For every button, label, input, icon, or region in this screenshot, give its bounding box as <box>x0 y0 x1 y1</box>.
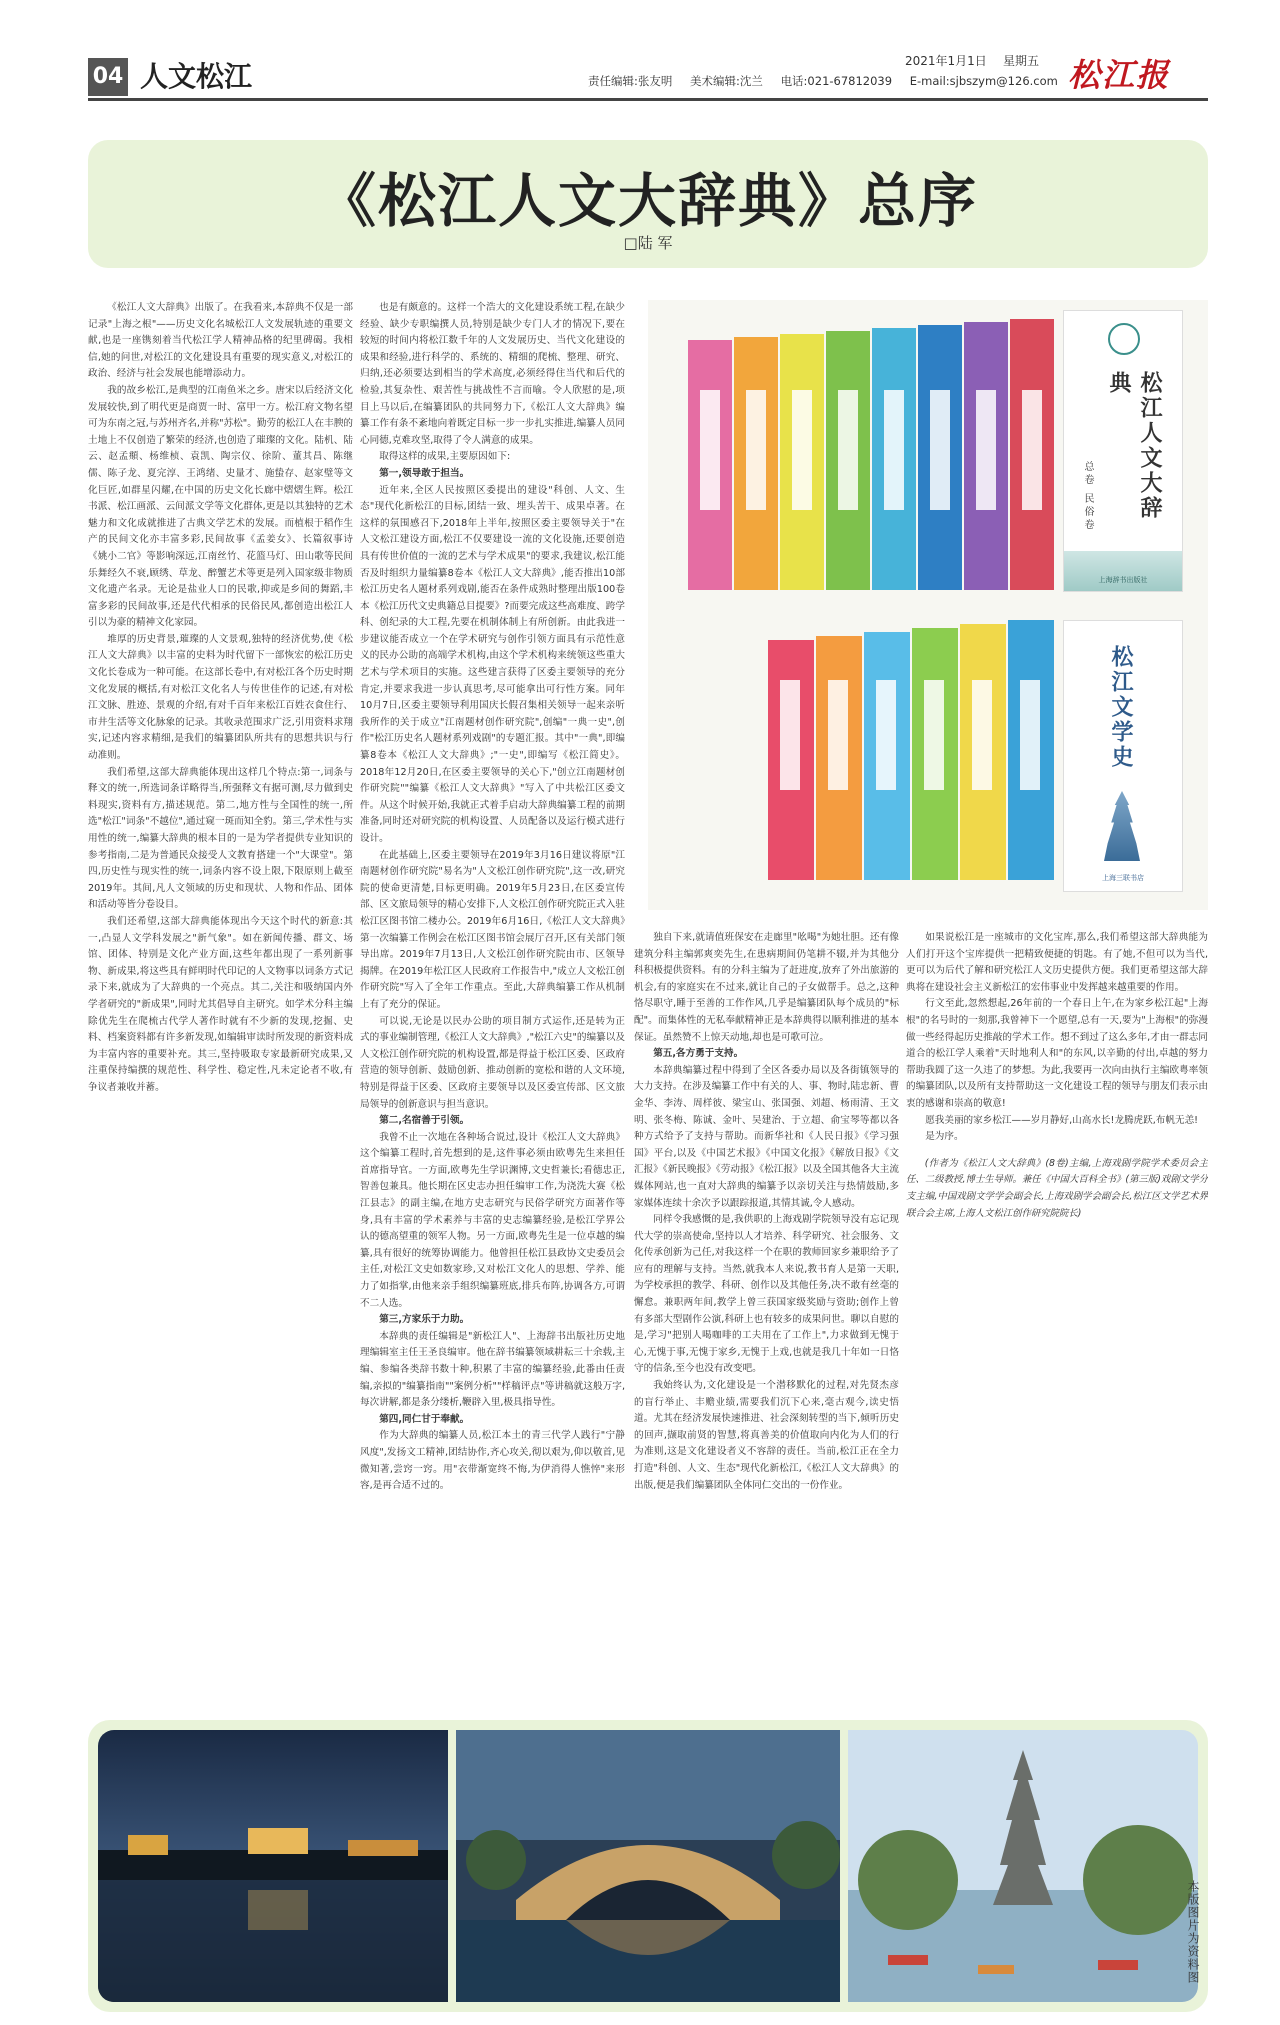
photo-stone-bridge <box>456 1730 840 2002</box>
spine-label <box>1020 680 1040 790</box>
literature-history-cover <box>1063 620 1183 892</box>
paragraph: 取得这样的成果,主要原因如下: <box>379 451 511 463</box>
page-number: 04 <box>88 58 128 96</box>
phone-credit: 电话:021-67812039 <box>780 74 893 88</box>
paragraph: 我的故乡松江,是典型的江南鱼米之乡。唐宋以后经济文化发展较快,到了明代更是商贾一时、富甲一方。松江府文物名望可为东南之冠,与苏州齐名,并称"苏松"。勤劳的松江人在丰腴的土地上不仅创造了繁荣的经济,也创造了璀璨的文化。陆机、陆云、赵孟頫、杨维桢、袁凯、陶宗仪、徐阶、董其昌、陈继儒、陈子龙、夏完淳、王鸿绪、史量才、施蛰存、赵家璧等文化巨匠,如群星闪耀,在中国的历史文化长廊中熠熠生辉。松江书派、松江画派、云间派文学等文化群体,更是以其独特的艺术魅力和文化成就推进了古典文学艺术的发展。而植根于稻作生产的民间文化亦丰富多彩,民间故事《孟姜女》、长篇叙事诗《姚小二官》等影响深远,江南丝竹、花篮马灯、田山歌等民间乐舞经久不衰,顾绣、草龙、醉蟹艺术等更是列入国家级非物质文化遗产名录。无论是盐业人口的民歌,抑或是乡间的舞蹈,丰富多彩的民间故事,还是代代相承的民俗民风,都创造出松江人引以为豪的精神文化家园。 <box>88 384 353 629</box>
photo-strip <box>88 1720 1208 2012</box>
editor-credits <box>588 73 1072 89</box>
title-band <box>88 140 1208 268</box>
spine-label <box>780 680 800 790</box>
issue-weekday: 星期五 <box>1003 54 1040 68</box>
article-column-4 <box>906 930 1208 1675</box>
paragraph: 可以说,无论是以民办公助的项目制方式运作,还是转为正式的事业编制管理,《松江人文大辞典》,"松江六史"的编纂以及人文松江创作研究院的机构设置,都是得益于松江区委、区政府营造的领导创新、鼓励创新、推动创新的宽松和谐的人文环境,特别是得益于区委、区政府主要领导以及区委宣传部、区文旅局领导的创新意识与担当意识。 <box>360 1015 625 1110</box>
paragraph: 愿我美丽的家乡松江——岁月静好,山高水长!龙腾虎跃,布帆无恙! <box>925 1114 1199 1126</box>
photo-credit: 本版图片为资料图 <box>1186 1880 1200 1984</box>
dictionary-cover-volume: 总卷 民俗卷 <box>1082 461 1093 533</box>
spine-label <box>828 680 848 790</box>
article-column-1 <box>88 300 353 1675</box>
publisher-seal-icon <box>1108 323 1140 355</box>
spine-label <box>924 680 944 790</box>
paragraph: 近年来,全区人民按照区委提出的建设"科创、人文、生态"现代化新松江的目标,团结一致、埋头苦干、成果卓著。在这样的氛围感召下,2018年上半年,按照区委主要领导关于"在人文松江建设方面,松江不仅要建设一流的文化设施,还要创造具有传世价值的一流的艺术与学术成果"的要求,我建议,松江能否及时组织力量编纂8卷本《松江人文大辞典》,能否推出10部松江历史名人题材系列戏剧,能否在条件成熟时整理出版100卷本《松江历代文史典籍总目提要》?而要完成这些高难度、跨学科、创纪录的大工程,先要在机制体制上有所创新。由此我进一步建议能否成立一个在学术研究与创作引领方面具有示范性意义的民办公助的高端学术机构,由这个学术机构来统领这些重大艺术与学术项目的实施。这些建言获得了区委主要领导的充分肯定,并要求我进一步认真思考,尽可能拿出可行性方案。同年10月7日,区委主要领导利用国庆长假召集相关领导一起来亲听我所作的关于成立"江南题材创作研究院",创编"一典一史",创作"松江历史名人题材系列戏剧"的专题汇报。其中"一典",即编纂8卷本《松江人文大辞典》;"一史",即编写《松江简史》。2018年12月20日,在区委主要领导的关心下,"创立江南题材创作研究院""编纂《松江人文大辞典》"写入了中共松江区委文件。从这个时候开始,我就正式着手启动大辞典编纂工程的前期准备,同时还对研究院的机构设置、人员配备以及运行模式进行设计。 <box>360 484 625 844</box>
literature-history-cover-title: 松江文学史 <box>1108 645 1134 770</box>
paragraph: 本辞典编纂过程中得到了全区各委办局以及各街镇领导的大力支持。在涉及编纂工作中有关的人、事、物时,陆忠新、曹金华、李涛、周样彼、梁宝山、张国强、刘超、杨雨清、王文明、张冬梅、陈诚、金叶、吴建治、于立超、俞宝琴等都以各种方式给予了支持与帮助。而新华社和《人民日报》《学习强国》平台,以及《中国艺术报》《中国文化报》《解放日报》《文汇报》《新民晚报》《劳动报》《松江报》以及全国其他各大主流媒体网站,也一直对大辞典的编纂予以亲切关注与热情鼓励,多家媒体连续十余次予以跟踪报道,其情其诚,令人感动。 <box>634 1064 899 1209</box>
spine-label <box>884 390 904 510</box>
stone-bridge-scene <box>456 1730 840 2002</box>
email-credit: E-mail:sjbszym@126.com <box>909 74 1058 88</box>
photo-riverside-night <box>98 1730 448 2002</box>
art-editor-credit: 美术编辑:沈兰 <box>690 74 763 88</box>
paragraph: 是为序。 <box>925 1131 964 1143</box>
article-column-2 <box>360 300 625 1675</box>
literature-history-publisher: 上海三联书店 <box>1102 874 1144 882</box>
spine-label <box>972 680 992 790</box>
paragraph: 我曾不止一次地在各种场合说过,设计《松江人文大辞典》这个编纂工程时,首先想到的是,这件事必须由欧粤先生来担任首席指导官。一方面,欧粤先生学识渊博,文史哲兼长;看德忠正,智善包兼具。他长期在区史志办担任编审工作,为浇洗大赛《松江县志》的副主编,在地方史志研究与民俗学研究方面著作等身,具有丰富的学术素养与丰富的史志编纂经验,是松江学界公认的德高望重的领军人物。另一方面,欧粤先生是一位卓越的编纂,具有很好的统筹协调能力。他曾担任松江县政协文史委员会主任,对松江文史如数家珍,又对松江文化人的思想、学养、能力了如指掌,由他来亲手组织编纂班底,排兵布阵,协调各方,可谓不二人选。 <box>360 1131 625 1309</box>
dictionary-cover-title: 松江人文大辞典 <box>1106 371 1163 521</box>
spine-label <box>976 390 996 510</box>
author-note: (作者为《松江人文大辞典》(8卷)主编,上海戏剧学院学术委员会主任、二级教授,博士生导师。兼任《中国大百科全书》(第三版)戏剧文学分支主编,中国戏剧文学学会副会长,上海戏剧学会副会长,松江区文学艺术界联合会主席,上海人文松江创作研究院院长) <box>906 1157 1208 1219</box>
subheading: 第四,同仁甘于奉献。 <box>379 1413 470 1425</box>
subheading: 第五,各方勇于支持。 <box>653 1048 744 1060</box>
paragraph: 《松江人文大辞典》出版了。在我看来,本辞典不仅是一部记录"上海之根"——历史文化名城松江人文发展轨迹的重要文献,也是一座镌刻着当代松江学人精神品格的纪里碑碣。我相信,她的问世,对松江的文化建设具有重要的现实意义,对松江的政治、经济与社会发展也能增添动力。 <box>88 302 353 380</box>
paragraph: 独自下来,就请值班保安在走廊里"吆喝"为她壮胆。还有像建筑分科主编郭爽奕先生,在患病期间仍笔耕不辍,并为其他分科积极提供资料。有的分科主编为了赶进度,放弃了外出旅游的机会,有的家庭实在不过来,就让自己的子女做帮手。总之,这种恪尽职守,睡于至善的工作作风,几乎是编纂团队每个成员的"标配"。而集体性的无私奉献精神正是本辞典得以顺利推进的基本保证。虽然赞不上惊天动地,却也是可歌可泣。 <box>634 932 899 1043</box>
photo-pagoda-lake <box>848 1730 1198 2002</box>
paragraph: 行文至此,忽然想起,26年前的一个春日上午,在为家乡松江起"上海根"的名号时的一刻那,我曾神下一个愿望,总有一天,要为"上海根"的弥漫做一些经得起历史推敲的学术工作。想不到过了这么多年,才由一群志同道合的松江学人乘着"天时地利人和"的东风,以辛勤的付出,卓越的努力帮助我圆了这一久违了的梦想。为此,我要再一次向由执行主编欧粤率领的编纂团队,以及所有支持帮助这一文化建设工程的领导与朋友们表示由衷的感谢和崇高的敬意! <box>906 998 1208 1109</box>
dictionary-cover <box>1063 310 1183 592</box>
riverside-night-scene <box>98 1730 448 2002</box>
paragraph: 我们还希望,这部大辞典能体现出今天这个时代的新意:其一,凸显人文学科发展之"新气象"。如在新闻传播、群文、场馆、团体、特别是文化产业方面,这些年都出现了一系列新事物、新成果,将这些具有鲜明时代印记的人文物事以词条方式记录下来,就成为了大辞典的一个亮点。其二,关注和吸纳国内外学者研究的"新成果",同时尤其倡导自主研究。如学术分科主编除优先生在爬梳古代学人著作时就有不少新的发现,挖掘、史料、档案资料都有许多新发现,如编辑审读时所发现的新资料成为丰富内容的重要补充。其三,坚持吸取专家最新研究成果,又注重保持编撰的规范性、科学性、稳定性,凡未定论者不收,有争议者兼收并蓄。 <box>88 915 353 1093</box>
paragraph: 也是有颇意的。这样一个浩大的文化建设系统工程,在缺少经验、缺少专职编撰人员,特别是缺少专门人才的情况下,要在较短的时间内将松江数千年的人文发展历史、当代文化建设的成果和经验,进行科学的、系统的、精细的爬梳、整理、研究、归纳,还必须要达到相当的学术高度,必须经得住当代和后代的检验,其复杂性、艰苦性与挑战性不言而喻。令人欣慰的是,项目上马以后,在编纂团队的共同努力下,《松江人文大辞典》编纂工作有条不紊地向着既定目标一步一步扎实推进,编纂人员同心同德,克难攻坚,取得了令人满意的成果。 <box>360 302 625 446</box>
spine-label <box>700 390 720 510</box>
spine-label <box>838 390 858 510</box>
dictionary-publisher: 上海辞书出版社 <box>1098 576 1148 584</box>
spine-label <box>930 390 950 510</box>
spine-label <box>746 390 766 510</box>
editor-credit: 责任编辑:张友明 <box>588 74 673 88</box>
cover-landscape <box>1064 551 1182 591</box>
pagoda-lake-scene <box>848 1730 1198 2002</box>
spine-label <box>1022 390 1042 510</box>
subheading: 第一,领导敢于担当。 <box>379 467 470 479</box>
subheading: 第三,方家乐于力助。 <box>379 1314 470 1326</box>
paragraph: 作为大辞典的编纂人员,松江本土的青三代学人践行"宁静风度",发扬文工精神,团结协作,齐心攻关,彻以艰为,仰以敬首,见微知著,尝窍一窍。用"衣带渐宽终不悔,为伊消得人憔悴"来形容,是再合适不过的。 <box>360 1430 625 1492</box>
spine-label <box>876 680 896 790</box>
paragraph: 堆厚的历史背景,璀璨的人文景观,独特的经济优势,使《松江人文大辞典》以丰富的史料为时代留下一部恢宏的松江历史文化长卷成为一种可能。在这部长卷中,有对松江各个历史时期文化发展的概括,有对松江文化名人与传世佳作的记述,有对松江文脉、胜迹、景观的介绍,有对千百年来松江百姓衣食住行、市井生活等文化脉象的记录。其收录范围求广泛,引用资料求翔实,记述内容求精细,是我们的编纂团队所共有的思想共识与行动准则。 <box>88 633 353 762</box>
masthead-logo: 松江报 <box>1068 56 1171 94</box>
subheading: 第二,名宿善于引领。 <box>379 1115 470 1127</box>
article-title: 《松江人文大辞典》总序 <box>317 167 978 235</box>
header-divider <box>88 98 1208 101</box>
paragraph: 我始终认为,文化建设是一个潜移默化的过程,对先贤杰彦的盲行举止、丰赡业绩,需要我们沉下心来,毫古观今,读史悟道。尤其在经济发展快速推进、社会深刻转型的当下,倾听历史的回声,撷取前贤的智慧,将真善美的价值取向内化为人们的行为准则,这是文化建设者义不容辞的责任。当前,松江正在全力打造"科创、人文、生态"现代化新松江,《松江人文大辞典》的出版,便是我们编纂团队全体同仁交出的一份作业。 <box>634 1380 899 1491</box>
section-name: 人文松江 <box>140 60 253 93</box>
paragraph: 我们希望,这部大辞典能体现出这样几个特点:第一,词条与释文的统一,所选词条详略得当,所强释文有据可测,尽力做到史料现实,资料有方,描述规范。第二,地方性与全国性的统一,所选"松江"词条"不越位",通过窥一斑而知全豹。第三,学术性与实用性的统一,编纂大辞典的根本目的一是为学者提供专业知识的参考指南,二是为普通民众接受人文教育搭建一个"大课堂"。第四,历史性与现实性的统一,词条内容不设上限,下限原则上截至2019年。其间,凡人文领域的历史和现状、人物和作品、团体和活动等皆分卷设目。 <box>88 766 353 911</box>
page-header <box>0 0 1280 100</box>
article-byline: □陆 军 <box>623 234 673 252</box>
paragraph: 同样令我感慨的是,我供职的上海戏剧学院领导没有忘记现代大学的崇高使命,坚持以人才培养、科学研究、社会服务、文化传承创新为己任,对我这样一个在职的教师回家乡兼职给予了应有的理解与支持。当然,就我本人来说,教书育人是第一天职,为学校承担的教学、科研、创作以及其他任务,决不敢有丝毫的懈怠。兼职两年间,教学上曾三获国家级奖励与资助;创作上曾有多部大型剧作公演,科研上也有较多的成果问世。聊以自慰的是,学习"把别人喝咖啡的工夫用在了工作上",力求做到无愧于心,无愧于事,无愧于家乡,无愧于上戏,也就是我几十年如一日恪守的信条,至今也没有改变吧。 <box>634 1214 899 1375</box>
article-column-3 <box>634 930 899 1675</box>
pagoda-icon <box>1104 791 1140 861</box>
paragraph: 在此基础上,区委主要领导在2019年3月16日建议将原"江南题材创作研究院"易名为"人文松江创作研究院",这一改,研究院的使命更清楚,目标更明确。2019年5月23日,在区委宣传部、区文旅局领导的精心安排下,人文松江创作研究院正式入驻松江区图书馆二楼办公。2019年6月16日,《松江人文大辞典》第一次编纂工作例会在松江区图书馆会展厅召开,区有关部门领导出席。2019年7月13日,人文松江创作研究院由市、区领导揭牌。在2019年松江区人民政府工作报告中,"成立人文松江创作研究院"写入了全年工作重点。至此,大辞典编纂工作从机制上有了充分的保证。 <box>360 849 625 1010</box>
spine-label <box>792 390 812 510</box>
book-covers-photo <box>648 300 1208 910</box>
issue-date: 2021年1月1日 <box>905 54 987 68</box>
paragraph: 本辞典的责任编辑是"新松江人"、上海辞书出版社历史地理编辑室主任王圣良编审。他在辞书编纂领域耕耘三十余载,主编、参编各类辞书数十种,积累了丰富的编纂经验,此番由任责编,亲拟的"编纂指南""案例分析""样稿评点"等讲稿就这般万字,每次讲解,都是条分缕析,鞭辟入里,极具指导性。 <box>360 1330 625 1409</box>
paragraph: 如果说松江是一座城市的文化宝库,那么,我们希望这部大辞典能为人们打开这个宝库提供一把精致便捷的钥匙。有了她,不但可以为当代,更可以为后代了解和研究松江人文历史提供方便。我们更希望这部大辞典将在建设社会主义新松江的宏伟事业中发挥越来越重要的作用。 <box>906 932 1208 993</box>
